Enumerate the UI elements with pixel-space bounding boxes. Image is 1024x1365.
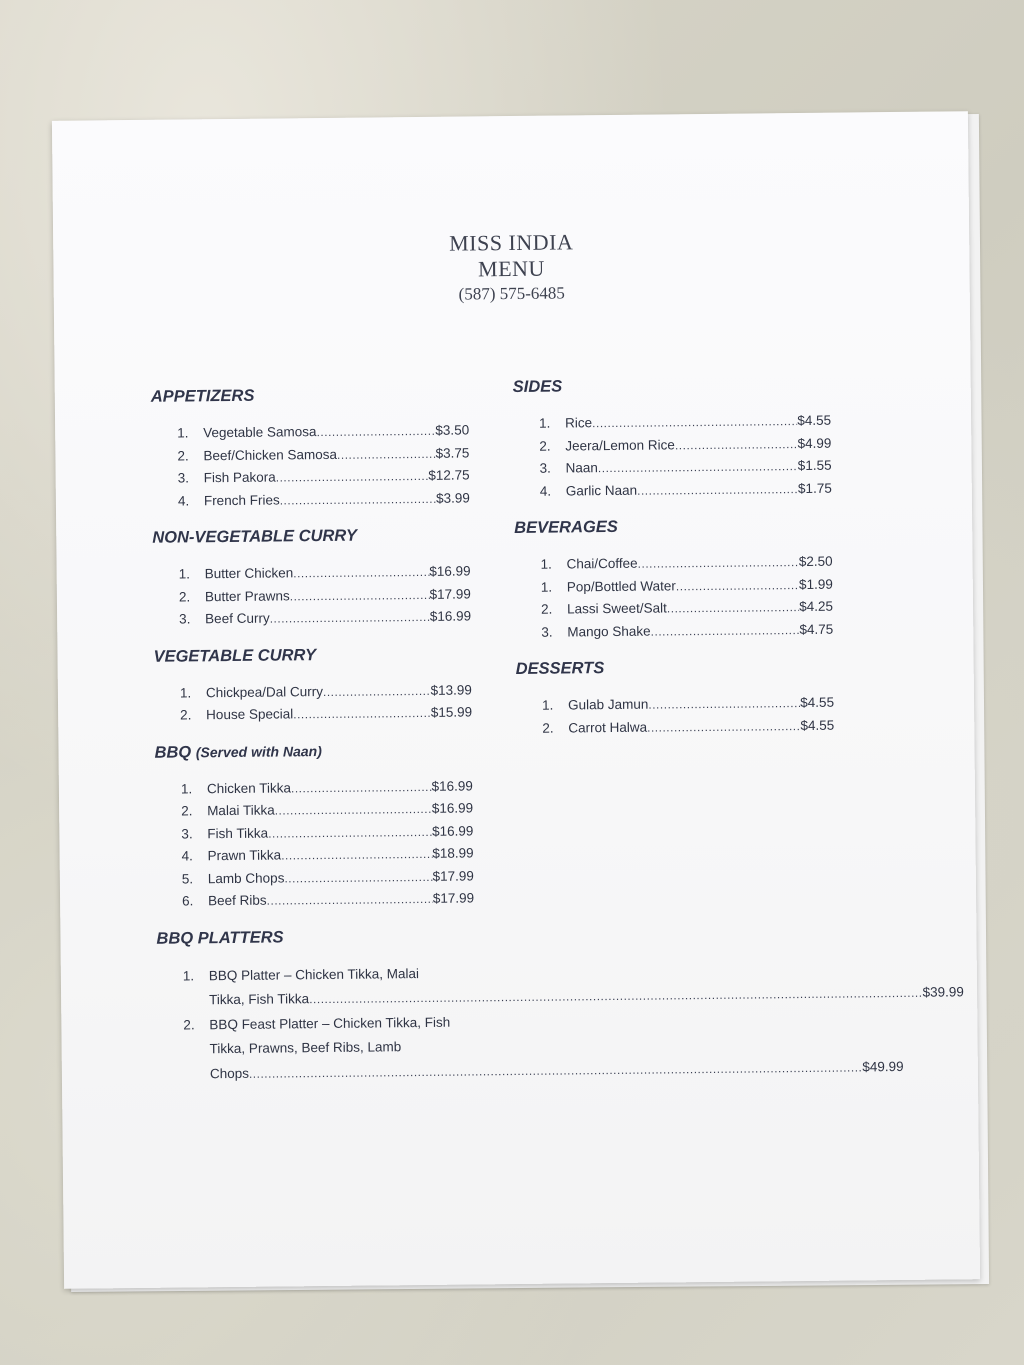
dot-leader — [290, 583, 430, 607]
list-non-vegetable-curry — [153, 560, 472, 631]
item-name: Butter Chicken — [204, 565, 294, 582]
item-number: 2. — [183, 1016, 195, 1033]
menu-item — [541, 596, 833, 622]
dot-leader — [675, 433, 798, 457]
item-price: $1.55 — [797, 457, 832, 474]
list-bbq-platters — [157, 961, 964, 1087]
list-desserts — [516, 692, 834, 740]
dot-leader — [284, 865, 432, 889]
item-price: $17.99 — [429, 585, 471, 602]
menu-item — [180, 701, 472, 727]
dot-leader — [276, 465, 429, 489]
item-name: House Special — [206, 706, 294, 723]
dot-leader — [323, 679, 431, 703]
item-body — [209, 956, 964, 1013]
item-number: 6. — [182, 893, 194, 909]
item-price: $3.50 — [435, 422, 470, 438]
dot-leader — [337, 442, 436, 466]
item-number: 3. — [539, 460, 551, 476]
list-vegetable-curry — [154, 679, 472, 727]
section-non-vegetable-curry — [152, 525, 471, 631]
item-name: Prawn Tikka — [207, 847, 282, 864]
item-name: Garlic Naan — [565, 482, 638, 498]
item-price: $16.99 — [429, 563, 471, 579]
section-bbq-platters — [156, 926, 964, 1087]
item-name: Beef Ribs — [208, 892, 267, 909]
list-sides — [513, 410, 832, 503]
item-price: $4.55 — [797, 412, 832, 429]
section-vegetable-curry — [153, 644, 472, 727]
item-name: Beef Curry — [205, 610, 270, 627]
item-number: 1. — [177, 425, 189, 441]
dot-leader — [650, 619, 799, 643]
item-number: 1. — [182, 967, 195, 984]
item-price: $18.99 — [432, 845, 474, 861]
dot-leader — [281, 843, 432, 867]
item-name: Chickpea/Dal Curry — [205, 683, 324, 700]
item-name: Rice — [565, 415, 593, 431]
item-name: Chai/Coffee — [566, 555, 638, 572]
section-title-vegetable-curry: VEGETABLE CURRY — [153, 645, 317, 666]
dot-leader — [316, 420, 435, 444]
dot-leader — [648, 692, 800, 716]
item-number: 3. — [541, 624, 553, 640]
section-title-non-vegetable-curry: NON-VEGETABLE CURRY — [152, 526, 358, 547]
item-price: $4.55 — [800, 694, 835, 711]
item-price: $16.99 — [431, 822, 474, 839]
section-title-bbq-platters: BBQ PLATTERS — [156, 927, 284, 948]
menu-item — [178, 487, 470, 513]
item-name: Fish Tikka — [207, 825, 269, 841]
menu-item — [540, 477, 832, 503]
dot-leader — [598, 455, 798, 480]
dot-leader — [275, 798, 432, 822]
bbq-subtitle: (Served with Naan) — [195, 742, 322, 760]
item-number: 5. — [181, 870, 194, 887]
menu-item — [182, 961, 964, 1013]
dot-leader — [293, 561, 429, 585]
item-number: 1. — [180, 780, 193, 797]
menu-item — [182, 887, 474, 913]
item-price: $16.99 — [429, 608, 472, 624]
dot-leader — [676, 574, 799, 598]
dot-leader — [249, 1055, 863, 1086]
item-name: Naan — [565, 460, 598, 476]
item-number: 1. — [540, 556, 552, 572]
item-name: Chicken Tikka — [206, 779, 292, 796]
item-number: 1. — [541, 697, 554, 713]
item-description-line: BBQ Feast Platter – Chicken Tikka, Fish — [209, 1014, 451, 1032]
item-price: $2.50 — [798, 553, 833, 570]
menu-item — [541, 573, 833, 599]
item-number: 4. — [177, 492, 190, 509]
list-appetizers — [151, 419, 470, 512]
item-price: $12.75 — [428, 467, 470, 483]
item-number: 4. — [181, 848, 193, 864]
item-price: $16.99 — [431, 800, 474, 816]
section-desserts — [516, 657, 835, 740]
item-name: Malai Tikka — [207, 802, 275, 819]
item-name: Pop/Bottled Water — [566, 577, 676, 594]
item-name: Beef/Chicken Samosa — [203, 446, 338, 463]
menu-item — [179, 605, 471, 631]
item-number: 4. — [539, 483, 552, 499]
section-title-bbq — [154, 740, 472, 762]
item-price: $1.99 — [798, 576, 833, 592]
menu-item — [541, 618, 833, 644]
item-price: $4.75 — [799, 621, 834, 637]
menu-item — [178, 464, 470, 490]
item-number: 2. — [181, 803, 193, 819]
menu-item — [177, 442, 469, 468]
item-number: 3. — [179, 611, 191, 627]
section-title-sides: SIDES — [512, 377, 563, 397]
menu-item — [177, 419, 469, 445]
menu-item — [182, 865, 474, 891]
dot-leader — [647, 715, 801, 739]
item-name: Lassi Sweet/Salt — [566, 600, 667, 617]
menu-sheet — [52, 111, 980, 1289]
item-name: Vegetable Samosa — [203, 424, 317, 441]
section-bbq — [154, 740, 474, 913]
dot-leader — [637, 478, 798, 502]
item-price: $17.99 — [432, 867, 474, 884]
menu-item — [180, 679, 472, 705]
right-column — [513, 375, 835, 756]
menu-item — [539, 432, 831, 458]
list-beverages — [514, 551, 833, 644]
item-number: 2. — [540, 601, 553, 617]
item-name: Chops — [209, 1065, 249, 1081]
item-name: Jeera/Lemon Rice — [565, 436, 675, 453]
dot-leader — [293, 702, 431, 726]
item-body — [209, 1005, 903, 1086]
item-number: 1. — [540, 579, 553, 595]
section-sides — [513, 375, 832, 503]
section-title-appetizers: APPETIZERS — [150, 386, 255, 406]
item-name: Butter Prawns — [204, 587, 290, 604]
dot-leader — [270, 606, 430, 630]
dot-leader — [268, 820, 432, 844]
item-name: Lamb Chops — [207, 869, 285, 886]
dot-leader — [291, 775, 432, 799]
item-name: Fish Pakora — [203, 469, 276, 486]
item-price: $4.55 — [800, 717, 835, 733]
item-number: 3. — [181, 825, 193, 842]
dot-leader — [592, 410, 797, 435]
item-price: $15.99 — [430, 704, 473, 720]
menu-label: MENU — [477, 256, 546, 282]
menu-item — [183, 1010, 904, 1087]
item-number: 2. — [539, 438, 551, 454]
menu-item — [540, 551, 832, 577]
menu-item — [182, 842, 474, 868]
item-price: $49.99 — [862, 1058, 904, 1074]
item-number: 3. — [177, 470, 190, 486]
item-description-line: BBQ Platter – Chicken Tikka, Malai — [208, 965, 420, 983]
item-name: Mango Shake — [567, 623, 651, 639]
list-bbq — [155, 775, 474, 913]
item-name: Tikka, Fish Tikka — [209, 991, 310, 1008]
item-price: $17.99 — [432, 890, 475, 906]
menu-item — [179, 583, 471, 609]
item-name: Carrot Halwa — [568, 719, 648, 735]
item-price: $4.99 — [797, 435, 832, 451]
menu-header — [53, 225, 970, 309]
item-number: 1. — [179, 684, 192, 701]
section-title-desserts: DESSERTS — [515, 659, 605, 679]
item-name: French Fries — [203, 491, 280, 508]
menu-item — [539, 410, 831, 436]
section-title-beverages: BEVERAGES — [514, 517, 618, 538]
item-number: 2. — [542, 720, 554, 736]
item-number: 1. — [178, 566, 191, 582]
item-price: $16.99 — [431, 777, 473, 794]
item-price: $39.99 — [922, 984, 964, 1000]
menu-item — [181, 797, 473, 823]
menu-item — [179, 560, 471, 586]
item-number: 2. — [180, 707, 192, 723]
item-number: 2. — [177, 447, 189, 464]
phone-number: (587) 575-6485 — [458, 283, 565, 304]
dot-leader — [667, 596, 800, 620]
dot-leader — [638, 551, 799, 575]
dot-leader — [280, 487, 437, 511]
section-beverages — [514, 516, 833, 644]
item-name: Gulab Jamun — [567, 696, 649, 713]
item-price: $4.25 — [799, 598, 834, 615]
bbq-title: BBQ — [154, 742, 192, 762]
dot-leader — [267, 888, 433, 912]
item-price: $13.99 — [430, 681, 472, 698]
menu-item — [181, 820, 473, 846]
menu-item — [542, 692, 834, 718]
item-price: $3.75 — [435, 444, 470, 461]
menu-item — [542, 714, 834, 740]
menu-item — [539, 455, 831, 481]
item-number: 1. — [539, 415, 551, 431]
item-price: $3.99 — [436, 489, 470, 506]
item-price: $1.75 — [797, 480, 832, 496]
item-number: 2. — [178, 588, 191, 605]
item-description-line: Tikka, Prawns, Beef Ribs, Lamb — [209, 1039, 402, 1057]
menu-item — [181, 775, 473, 801]
section-appetizers — [151, 384, 470, 512]
restaurant-name: MISS INDIA — [448, 229, 574, 256]
